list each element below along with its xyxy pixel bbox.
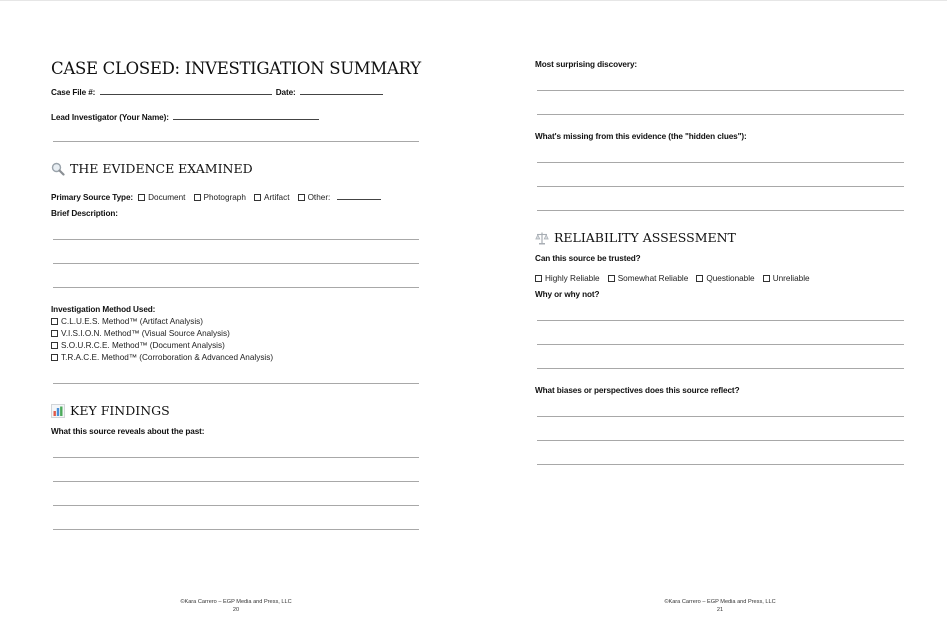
page-footer (136, 598, 336, 614)
writing-line[interactable] (537, 344, 904, 345)
date-field[interactable] (300, 87, 383, 95)
biases-label: What biases or perspectives does this source reflect? (535, 386, 740, 395)
writing-line[interactable] (537, 416, 904, 417)
checkbox[interactable] (696, 275, 703, 282)
method-label: Investigation Method Used: (51, 305, 156, 314)
checkbox[interactable] (51, 342, 58, 349)
trust-option-unreliable[interactable]: Unreliable (763, 274, 810, 283)
why-label: Why or why not? (535, 290, 600, 299)
trust-option-somewhat-reliable[interactable]: Somewhat Reliable (608, 274, 692, 283)
brief-description-label: Brief Description: (51, 209, 118, 218)
case-file-field[interactable] (100, 87, 272, 95)
checkbox[interactable] (535, 275, 542, 282)
checkbox[interactable] (298, 194, 305, 201)
copyright-text: ©Kara Carrero – EGP Media and Press, LLC (664, 599, 776, 605)
checkbox[interactable] (51, 318, 58, 325)
magnifying-glass-icon (51, 162, 65, 176)
writing-line[interactable] (537, 90, 904, 91)
writing-line[interactable] (53, 383, 419, 384)
writing-line[interactable] (537, 368, 904, 369)
evidence-section-title: THE EVIDENCE EXAMINED (70, 161, 253, 176)
writing-line[interactable] (53, 505, 419, 506)
primary-source-label: Primary Source Type: (51, 193, 134, 202)
primary-source-row (51, 185, 383, 204)
other-field[interactable] (337, 192, 381, 200)
checkbox[interactable] (51, 330, 58, 337)
writing-line[interactable] (53, 263, 419, 264)
bar-chart-icon (51, 404, 65, 418)
method-list (51, 316, 273, 364)
page-number: 20 (232, 607, 240, 613)
trust-options-row (535, 266, 810, 285)
writing-line[interactable] (537, 320, 904, 321)
checkbox[interactable] (254, 194, 261, 201)
balance-scale-icon (535, 231, 549, 245)
page-footer (620, 598, 820, 614)
writing-line[interactable] (53, 239, 419, 240)
date-label: Date: (275, 88, 296, 97)
case-file-row (51, 87, 385, 97)
checkbox[interactable] (51, 354, 58, 361)
writing-line[interactable] (53, 457, 419, 458)
left-page (0, 1, 473, 625)
checkbox[interactable] (138, 194, 145, 201)
writing-line[interactable] (53, 481, 419, 482)
source-type-document[interactable]: Document (138, 193, 188, 202)
lead-investigator-field[interactable] (173, 112, 319, 120)
method-option[interactable]: C.L.U.E.S. Method™ (Artifact Analysis) (51, 316, 273, 328)
findings-section-heading (51, 403, 170, 418)
copyright-text: ©Kara Carrero – EGP Media and Press, LLC (180, 599, 292, 605)
writing-line[interactable] (537, 464, 904, 465)
surprising-label: Most surprising discovery: (535, 60, 638, 69)
method-option[interactable]: T.R.A.C.E. Method™ (Corroboration & Advanced Analysis) (51, 352, 273, 364)
writing-line[interactable] (537, 440, 904, 441)
trust-option-highly-reliable[interactable]: Highly Reliable (535, 274, 603, 283)
lead-investigator-row (51, 112, 321, 122)
source-type-artifact[interactable]: Artifact (254, 193, 292, 202)
page-title: CASE CLOSED: INVESTIGATION SUMMARY (51, 59, 421, 78)
missing-label: What's missing from this evidence (the "hidden clues"): (535, 132, 747, 141)
page-number: 21 (716, 607, 724, 613)
writing-line[interactable] (53, 529, 419, 530)
method-option[interactable]: V.I.S.I.O.N. Method™ (Visual Source Analysis) (51, 328, 273, 340)
checkbox[interactable] (194, 194, 201, 201)
trust-question: Can this source be trusted? (535, 254, 641, 263)
trust-option-questionable[interactable]: Questionable (696, 274, 757, 283)
source-type-other[interactable]: Other: (298, 193, 331, 202)
writing-line[interactable] (537, 210, 904, 211)
lead-investigator-label: Lead Investigator (Your Name): (51, 113, 169, 122)
source-type-photograph[interactable]: Photograph (194, 193, 249, 202)
findings-section-title: KEY FINDINGS (70, 403, 170, 418)
right-page (473, 1, 947, 625)
reveals-label: What this source reveals about the past: (51, 427, 205, 436)
writing-line[interactable] (537, 114, 904, 115)
writing-line[interactable] (53, 287, 419, 288)
checkbox[interactable] (763, 275, 770, 282)
reliability-section-title: RELIABILITY ASSESSMENT (554, 230, 736, 245)
method-option[interactable]: S.O.U.R.C.E. Method™ (Document Analysis) (51, 340, 273, 352)
writing-line[interactable] (53, 141, 419, 142)
writing-line[interactable] (537, 162, 904, 163)
reliability-section-heading (535, 230, 736, 245)
evidence-section-heading (51, 161, 253, 176)
checkbox[interactable] (608, 275, 615, 282)
writing-line[interactable] (537, 186, 904, 187)
case-file-label: Case File #: (51, 88, 96, 97)
